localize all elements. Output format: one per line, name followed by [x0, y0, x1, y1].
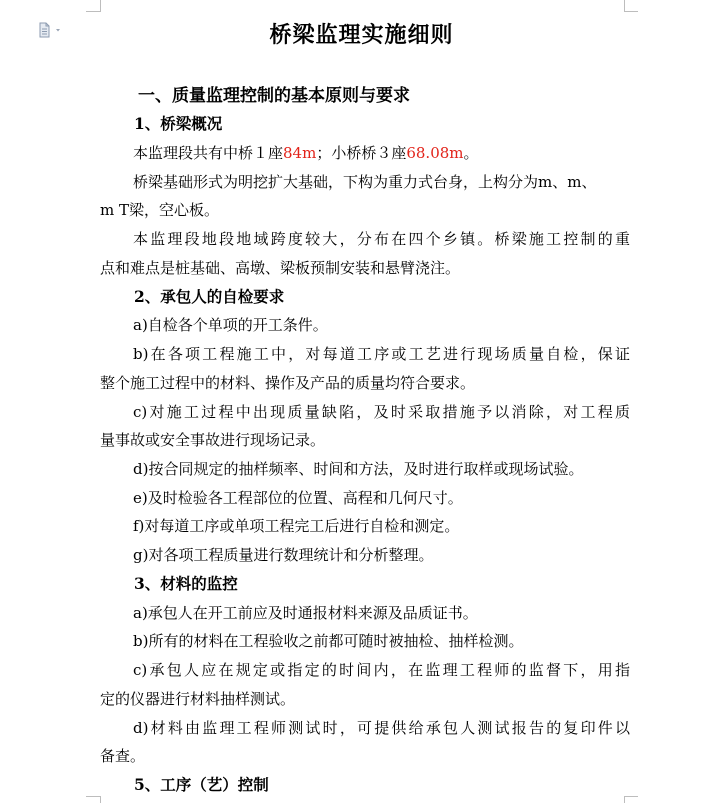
subsection-heading: 2、承包人的自检要求: [134, 287, 285, 306]
list-item: c)承包人应在规定或指定的时间内，在监理工程师的监督下，用指: [133, 661, 630, 679]
list-item-continuation: 量事故或安全事故进行现场记录。: [100, 431, 326, 449]
list-item: e)及时检验各工程部位的位置、高程和几何尺寸。: [133, 489, 463, 507]
crop-mark: [624, 796, 638, 797]
paragraph-line: 点和难点是桩基础、高墩、梁板预制安装和悬臂浇注。: [100, 259, 461, 277]
list-item: d)材料由监理工程师测试时，可提供给承包人测试报告的复印件以: [133, 719, 630, 737]
paragraph-line: 桥梁基础形式为明挖扩大基础，下构为重力式台身，上构分为m、m、: [133, 173, 597, 191]
page-title: 桥梁监理实施细则: [269, 22, 454, 48]
list-item-continuation: 定的仪器进行材料抽样测试。: [100, 690, 296, 708]
paragraph-line: 本监理段地段地域跨度较大，分布在四个乡镇。桥梁施工控制的重: [133, 230, 630, 248]
crop-mark: [624, 11, 638, 12]
crop-mark: [100, 0, 101, 12]
text-run: 本监理段共有中桥１座: [133, 144, 284, 162]
list-item: d)按合同规定的抽样频率、时间和方法，及时进行取样或现场试验。: [133, 460, 584, 478]
crop-mark: [100, 796, 101, 803]
highlight-value: 68.08m: [406, 144, 464, 162]
crop-mark: [86, 796, 100, 797]
subsection-heading: 1、桥梁概况: [134, 114, 223, 133]
list-item: c)对施工过程中出现质量缺陷，及时采取措施予以消除，对工程质: [133, 403, 630, 421]
list-item: b)在各项工程施工中，对每道工序或工艺进行现场质量自检，保证: [133, 345, 630, 363]
list-item-continuation: 整个施工过程中的材料、操作及产品的质量均符合要求。: [100, 374, 476, 392]
paragraph-line: m T梁，空心板。: [100, 201, 219, 219]
subsection-heading: 5、工序（艺）控制: [134, 775, 269, 794]
list-item: a)承包人在开工前应及时通报材料来源及品质证书。: [133, 604, 478, 622]
list-item: g)对各项工程质量进行数理统计和分析整理。: [133, 546, 434, 564]
list-item: f)对每道工序或单项工程完工后进行自检和测定。: [133, 517, 460, 535]
section-heading: 一、质量监理控制的基本原则与要求: [138, 86, 410, 106]
text-run: ；小桥桥３座: [316, 144, 407, 162]
list-item: a)自检各个单项的开工条件。: [133, 316, 328, 334]
highlight-value: 84m: [283, 144, 317, 162]
subsection-heading: 3、材料的监控: [134, 574, 238, 593]
crop-mark: [624, 796, 625, 803]
paragraph-line: [100, 141, 630, 165]
list-item: b)所有的材料在工程验收之前都可随时被抽检、抽样检测。: [133, 632, 524, 650]
text-run: 。: [463, 144, 479, 162]
list-item-continuation: 备查。: [100, 747, 146, 765]
crop-mark: [86, 11, 100, 12]
